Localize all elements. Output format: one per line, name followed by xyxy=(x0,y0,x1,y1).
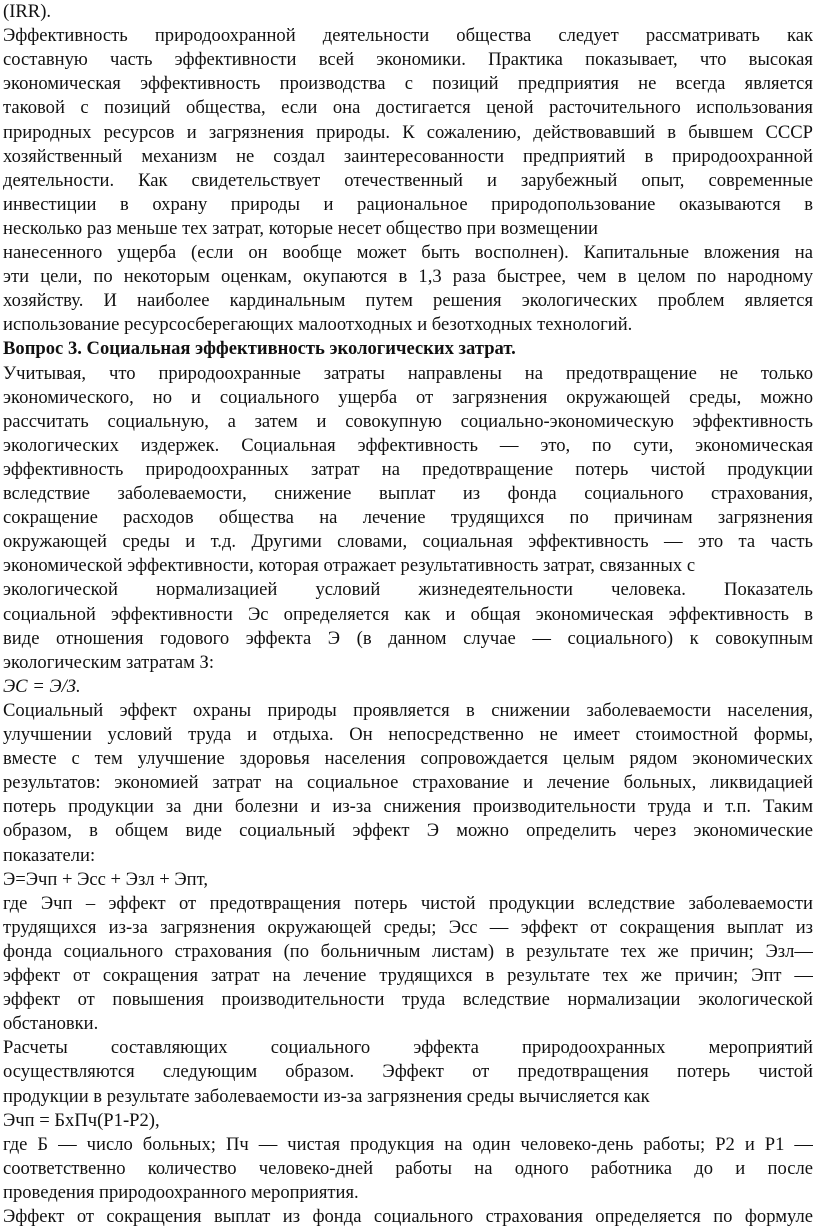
text-line: вследствие заболеваемости, снижение выплат из фонда социального страхования, xyxy=(3,483,813,504)
text-line: экономической эффективности, которая отражает результативность затрат, связанных с xyxy=(3,555,696,577)
text-line: деятельности. Как свидетельствует отечественный и зарубежный опыт, современные xyxy=(3,169,813,191)
text-line: экологической нормализацией условий жизнедеятельности человека. Показатель xyxy=(3,579,813,601)
text-line: фонда социального страхования (по больничным листам) в результате тех же причин; Эзл— xyxy=(3,940,813,962)
text-line: обстановки. xyxy=(3,1013,99,1035)
text-line: Социальный эффект охраны природы проявляется в снижении заболеваемости населения, xyxy=(3,699,813,721)
text-line: Эффективность природоохранной деятельности общества следует рассматривать как xyxy=(3,25,813,47)
text-line: осуществляются следующим образом. Эффект от предотвращения потерь чистой xyxy=(3,1061,813,1083)
text-line: экологических издержек. Социальная эффективность — это, по сути, экономическая xyxy=(3,434,813,456)
text-line: экологическим затратам З: xyxy=(3,651,215,673)
text-line: Эффект от сокращения выплат из фонда социального страхования определяется по формуле xyxy=(3,1206,813,1227)
text-line: проведения природоохранного мероприятия. xyxy=(3,1181,359,1203)
text-line: показатели: xyxy=(3,844,96,866)
text-line: эти цели, по некоторым оценкам, окупаются в 1,3 раза быстрее, чем в целом по народному xyxy=(3,266,813,288)
text-line: трудящихся из-за загрязнения окружающей среды; Эсс — эффект от сокращения выплат из xyxy=(3,916,813,938)
text-line: хозяйственный механизм не создал заинтересованности предприятий в природоохранной xyxy=(3,145,813,167)
text-line: ЭС = Э/З. xyxy=(3,675,81,697)
text-line: (IRR). xyxy=(3,1,52,22)
text-line: образом, в общем виде социальный эффект Э можно определить через экономические xyxy=(3,820,813,842)
text-line: нанесенного ущерба (если он вообще может быть восполнен). Капитальные вложения на xyxy=(3,242,813,263)
text-line: социальной эффективности Эс определяется как и общая экономическая эффективность в xyxy=(3,603,813,625)
text-line: виде отношения годового эффекта Э (в данном случае — социального) к совокупным xyxy=(3,627,813,649)
text-line: вместе с тем улучшение здоровья населения сопровождается целым рядом экономических xyxy=(3,748,813,770)
text-line: продукции в результате заболеваемости из-за загрязнения среды вычисляется как xyxy=(3,1085,650,1107)
text-line: потерь продукции за дни болезни и из-за снижения производительности труда и т.п. Таким xyxy=(3,796,813,818)
text-line: экономическая эффективность производства с позиций предприятия не всегда является xyxy=(3,73,813,95)
text-line: рассчитать социальную, а затем и совокупную социально-экономическую эффективность xyxy=(3,410,813,432)
text-line: окружающей среды и т.д. Другими словами, социальная эффективность — это та часть xyxy=(3,531,813,553)
text-line: соответственно количество человеко-дней работы на одного работника до и после xyxy=(3,1157,813,1179)
text-line: несколько раз меньше тех затрат, которые несет общество при возмещении xyxy=(3,217,598,239)
text-line: эффективность природоохранных затрат на предотвращение потерь чистой продукции xyxy=(3,458,813,480)
text-line: таковой с позиций общества, если она достигается ценой расточительного использования xyxy=(3,97,813,119)
text-line: инвестиции в охрану природы и рациональное природопользование оказываются в xyxy=(3,193,813,215)
text-line: улучшении условий труда и отдыха. Он непосредственно не имеет стоимостной формы, xyxy=(3,724,813,745)
text-line: Эчп = БхПч(Р1-Р2), xyxy=(3,1109,160,1131)
text-line: хозяйству. И наиболее кардинальным путем решения экологических проблем является xyxy=(3,290,813,312)
section-heading: Вопрос 3. Социальная эффективность экологических затрат. xyxy=(3,338,516,360)
text-line: Э=Эчп + Эсс + Эзл + Эпт, xyxy=(3,868,208,890)
text-line: сокращение расходов общества на лечение трудящихся по причинам загрязнения xyxy=(3,507,813,529)
text-line: эффект от повышения производительности труда вследствие нормализации экологической xyxy=(3,989,813,1011)
text-line: экономического, но и социального ущерба от загрязнения окружающей среды, можно xyxy=(3,386,813,408)
text-line: результатов: экономией затрат на социальное страхование и лечение больных, ликвидацией xyxy=(3,772,813,794)
text-line: природных ресурсов и загрязнения природы. К сожалению, действовавший в бывшем СССР xyxy=(3,121,813,143)
text-line: использование ресурсосберегающих малоотходных и безотходных технологий. xyxy=(3,314,633,336)
text-line: Учитывая, что природоохранные затраты направлены на предотвращение не только xyxy=(3,362,813,384)
text-line: где Эчп – эффект от предотвращения потерь чистой продукции вследствие заболеваемости xyxy=(3,892,813,914)
text-line: эффект от сокращения затрат на лечение трудящихся в результате тех же причин; Эпт — xyxy=(3,965,813,986)
text-line: Расчеты составляющих социального эффекта природоохранных мероприятий xyxy=(3,1037,813,1059)
text-line: составную часть эффективности всей экономики. Практика показывает, что высокая xyxy=(3,49,813,71)
text-line: где Б — число больных; Пч — чистая продукция на один человеко-день работы; Р2 и Р1 — xyxy=(3,1133,813,1155)
